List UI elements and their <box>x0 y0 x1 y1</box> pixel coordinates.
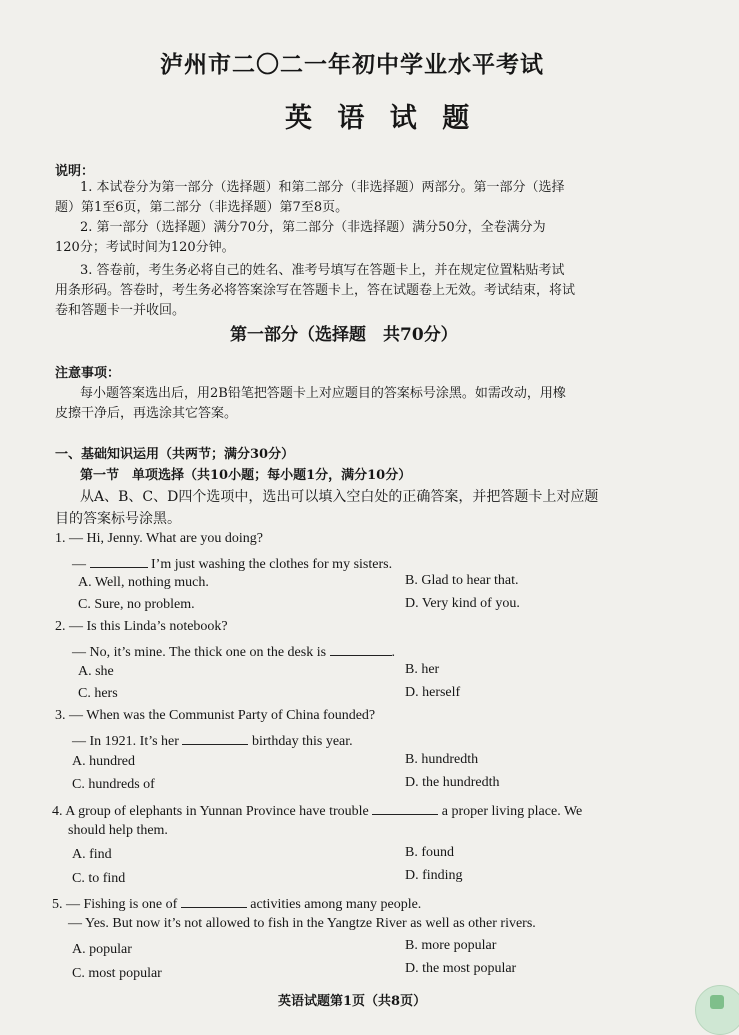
question-text: a proper living place. We <box>438 804 583 819</box>
option-b: B. found <box>405 845 454 860</box>
option-a: A. she <box>78 664 114 679</box>
option-d: D. the hundredth <box>405 775 500 790</box>
corner-app-icon[interactable] <box>695 985 739 1035</box>
bookmark-icon <box>710 995 724 1009</box>
question-stem <box>55 619 228 635</box>
question-text: birthday this year. <box>248 734 353 749</box>
option-d: D. herself <box>405 685 461 700</box>
question-text: — <box>72 557 90 572</box>
option-c: C. most popular <box>72 966 162 981</box>
option-a: A. popular <box>72 942 132 957</box>
instructions-line: 2. 第一部分（选择题）满分70分，第二部分（非选择题）满分50分，全卷满分为 <box>80 220 546 235</box>
question-line <box>72 641 395 661</box>
notes-label: 注意事项： <box>55 366 121 381</box>
answer-blank <box>372 800 438 815</box>
instructions-line: 1. 本试卷分为第一部分（选择题）和第二部分（非选择题）两部分。第一部分（选择 <box>80 180 565 195</box>
instructions-line: 卷和答题卡一并收回。 <box>55 303 186 318</box>
section-heading: 一、基础知识运用（共两节；满分30分） <box>55 447 295 462</box>
option-b: B. her <box>405 662 440 677</box>
option-a: A. hundred <box>72 754 135 769</box>
notes-line: 皮擦干净后，再选涂其它答案。 <box>55 406 238 421</box>
question-line <box>72 730 353 750</box>
question-text: 4. A group of elephants in Yunnan Province have trouble <box>52 804 373 819</box>
option-b: B. hundredth <box>405 752 479 767</box>
question-text: 3. — When was the Communist Party of China founded? <box>55 708 376 723</box>
answer-blank <box>182 730 248 745</box>
answer-blank <box>181 893 247 908</box>
question-text: should help them. <box>68 823 168 838</box>
instructions-line: 120分；考试时间为120分钟。 <box>55 240 235 255</box>
question-stem <box>52 893 421 913</box>
option-d: D. finding <box>405 868 463 883</box>
question-stem <box>52 800 582 820</box>
answer-blank <box>330 641 392 656</box>
question-text: I’m just washing the clothes for my sisters. <box>147 557 393 572</box>
question-line <box>72 553 392 573</box>
option-c: C. hundreds of <box>72 777 155 792</box>
instructions-line: 用条形码。答卷时，考生务必将答案涂写在答题卡上，答在试题卷上无效。考试结束，将试 <box>55 283 576 298</box>
answer-blank <box>90 553 148 568</box>
subsection-heading: 第一节 单项选择（共10小题；每小题1分，满分10分） <box>80 468 412 483</box>
option-d: D. Very kind of you. <box>405 596 520 611</box>
question-text: 5. — Fishing is one of <box>52 897 181 912</box>
question-line <box>68 823 168 839</box>
option-a: A. Well, nothing much. <box>78 575 209 590</box>
subject-title: 英 语 试 题 <box>285 103 478 134</box>
question-text: . <box>391 645 396 660</box>
question-text: — No, it’s mine. The thick one on the desk is <box>72 645 330 660</box>
option-c: C. hers <box>78 686 118 701</box>
question-text: — Yes. But now it’s not allowed to fish in the Yangtze River as well as other rivers. <box>68 916 536 931</box>
question-text: activities among many people. <box>246 897 422 912</box>
exam-title: 泸州市二〇二一年初中学业水平考试 <box>160 51 544 78</box>
option-b: B. more popular <box>405 938 497 953</box>
question-text: 1. — Hi, Jenny. What are you doing? <box>55 531 264 546</box>
option-b: B. Glad to hear that. <box>405 573 519 588</box>
question-stem <box>55 531 263 547</box>
instructions-label: 说明： <box>55 164 95 179</box>
option-c: C. Sure, no problem. <box>78 597 195 612</box>
notes-line: 每小题答案选出后，用2B铅笔把答题卡上对应题目的答案标号涂黑。如需改动，用橡 <box>80 386 566 401</box>
option-d: D. the most popular <box>405 961 517 976</box>
option-a: A. find <box>72 847 112 862</box>
question-stem <box>55 708 375 724</box>
directions-line: 从A、B、C、D四个选项中，选出可以填入空白处的正确答案，并把答题卡上对应题 <box>80 489 599 505</box>
instructions-line: 3. 答卷前，考生务必将自己的姓名、准考号填写在答题卡上，并在规定位置粘贴考试 <box>80 263 565 278</box>
question-text: — In 1921. It’s her <box>72 734 183 749</box>
question-line <box>68 916 536 932</box>
question-text: 2. — Is this Linda’s notebook? <box>55 619 228 634</box>
part-one-title: 第一部分（选择题 共70分） <box>230 325 458 345</box>
instructions-line: 题）第1至6页，第二部分（非选择题）第7至8页。 <box>55 200 349 215</box>
page-footer: 英语试题第1页（共8页） <box>278 994 427 1009</box>
directions-line: 目的答案标号涂黑。 <box>55 511 181 527</box>
option-c: C. to find <box>72 871 126 886</box>
